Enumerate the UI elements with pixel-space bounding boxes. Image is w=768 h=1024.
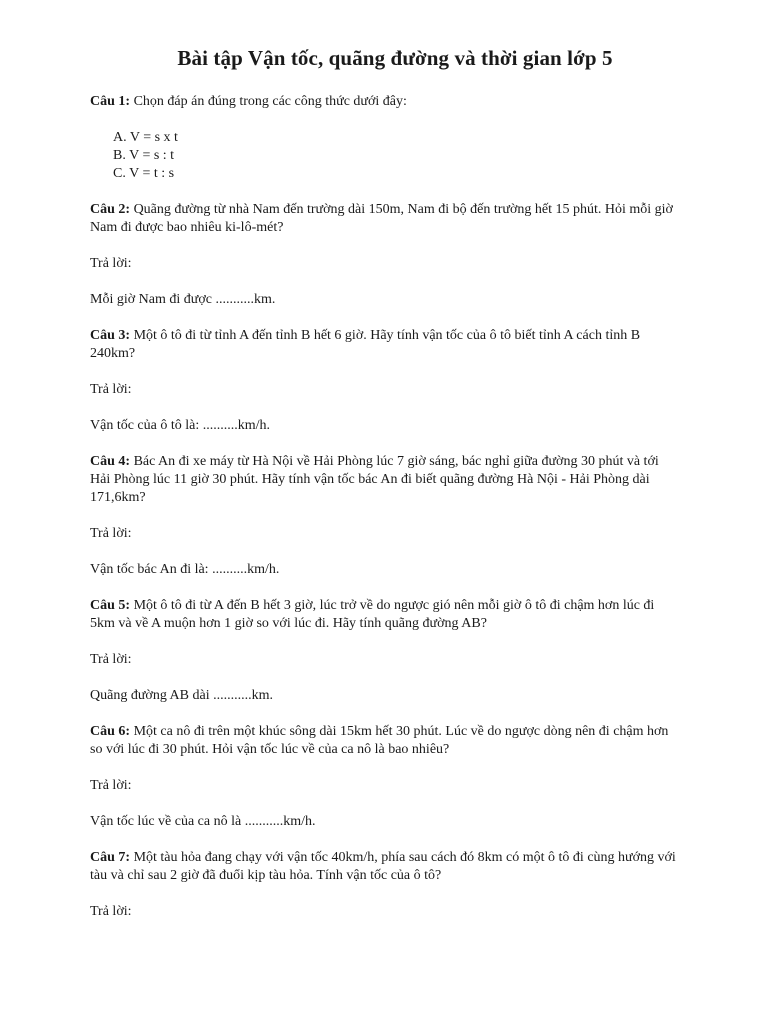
answer-label: Trả lời: [90,526,132,541]
option-a: A. V = s x t [113,130,178,145]
question-text: Một ô tô đi từ A đến B hết 3 giờ, lúc trở về do ngược gió nên mỗi giờ ô tô đi chậm hơn lúc đi 5km và về A muộn hơn 1 giờ so với lúc đi. Hãy tính quãng đường AB? [90,598,655,631]
question-text: Một tàu hỏa đang chạy với vận tốc 40km/h, phía sau cách đó 8km có một ô tô đi cùng hướng với tàu và chỉ sau 2 giờ đã đuổi kịp tàu hỏa. Tính vận tốc của ô tô? [90,850,676,883]
answer-line: Vận tốc của ô tô là: ..........km/h. [90,418,271,433]
answer-label: Trả lời: [90,382,132,397]
question-4 [90,453,682,507]
question-label: Câu 2: [90,202,131,217]
answer-line: Quãng đường AB dài ...........km. [90,688,273,703]
answer-line: Mỗi giờ Nam đi được ...........km. [90,292,276,307]
answer-line: Vận tốc lúc về của ca nô là ...........km/h. [90,814,316,829]
question-text: Quãng đường từ nhà Nam đến trường dài 150m, Nam đi bộ đến trường hết 15 phút. Hỏi mỗi giờ Nam đi được bao nhiêu ki-lô-mét? [90,202,673,235]
question-3 [90,327,682,363]
answer-label: Trả lời: [90,256,132,271]
answer-line: Vận tốc bác An đi là: ..........km/h. [90,562,280,577]
answer-options [113,129,682,183]
question-label: Câu 3: [90,328,131,343]
question-2 [90,201,682,237]
question-1 [90,93,682,111]
question-6 [90,723,682,759]
document-page [90,46,682,939]
question-label: Câu 1: [90,94,131,109]
question-text: Chọn đáp án đúng trong các công thức dưới đây: [130,94,407,109]
page-title: Bài tập Vận tốc, quãng đường và thời gian lớp 5 [177,46,613,70]
question-label: Câu 7: [90,850,131,865]
option-b: B. V = s : t [113,148,175,163]
question-text: Bác An đi xe máy từ Hà Nội về Hải Phòng lúc 7 giờ sáng, bác nghỉ giữa đường 30 phút và tới Hải Phòng lúc 11 giờ 30 phút. Hãy tính vận tốc bác An đi biết quãng đường Hà Nội - Hải Phòng dài 171,6km? [90,454,659,505]
question-5 [90,597,682,633]
question-text: Một ô tô đi từ tỉnh A đến tỉnh B hết 6 giờ. Hãy tính vận tốc của ô tô biết tỉnh A cách tỉnh B 240km? [90,328,641,361]
question-label: Câu 4: [90,454,131,469]
question-text: Một ca nô đi trên một khúc sông dài 15km hết 30 phút. Lúc về do ngược dòng nên đi chậm hơn so với lúc đi 30 phút. Hỏi vận tốc lúc về của ca nô là bao nhiêu? [90,724,669,757]
option-c: C. V = t : s [113,166,175,181]
answer-label: Trả lời: [90,778,132,793]
answer-label: Trả lời: [90,904,132,919]
question-7 [90,849,682,885]
question-label: Câu 6: [90,724,131,739]
answer-label: Trả lời: [90,652,132,667]
question-label: Câu 5: [90,598,131,613]
